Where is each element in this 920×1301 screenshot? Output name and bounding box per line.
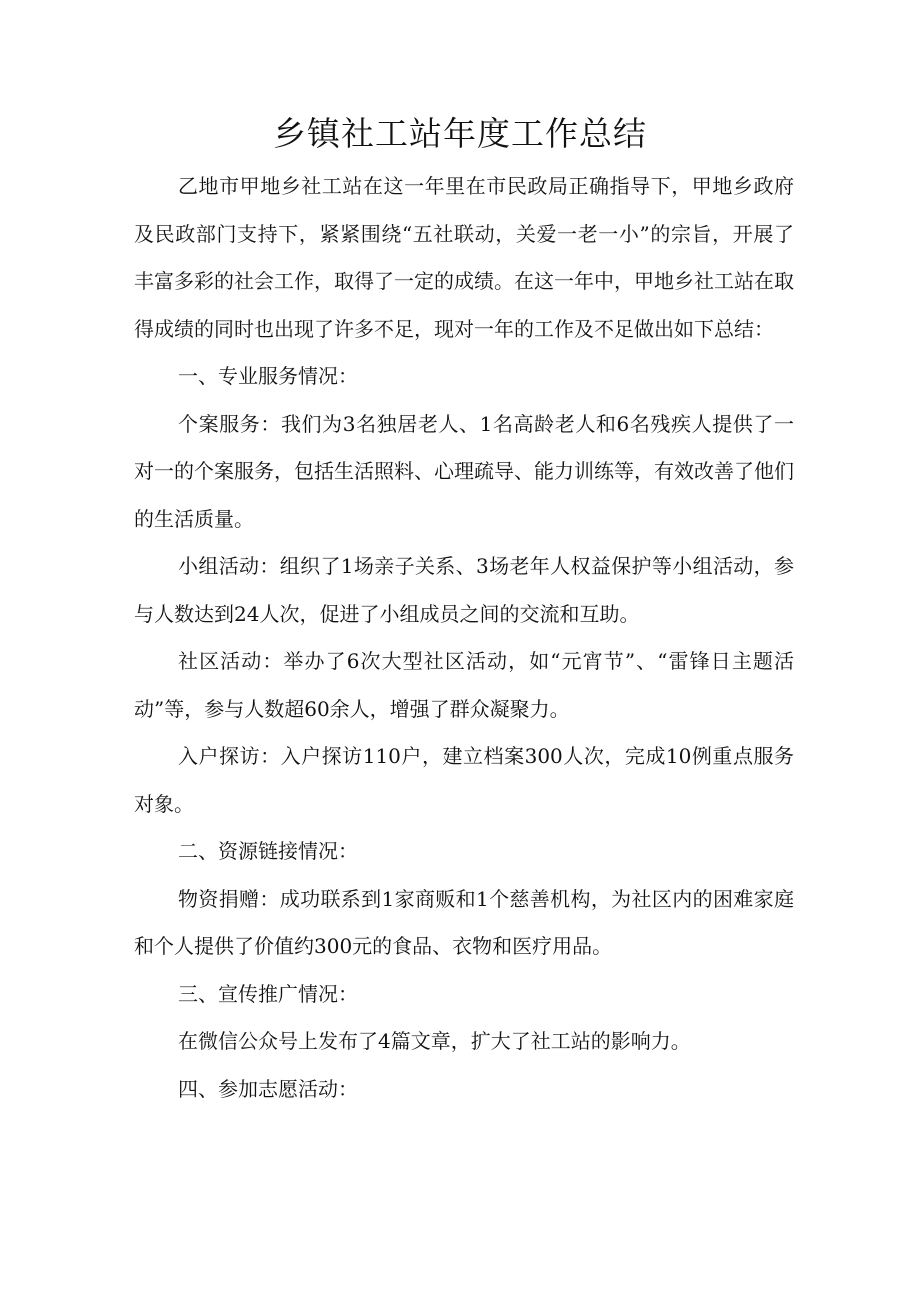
section-heading-publicity: 三、宣传推广情况： bbox=[178, 981, 358, 1006]
section-heading-volunteer-activities: 四、参加志愿活动： bbox=[178, 1076, 358, 1101]
paragraph-case-services: 个案服务：我们为3名独居老人、1名高龄老人和6名残疾人提供了一对一的个案服务，包括生活照料、心理疏导、能力训练等，有效改善了他们的生活质量。 bbox=[134, 411, 794, 531]
paragraph-group-activities: 小组活动：组织了1场亲子关系、3场老年人权益保护等小组活动，参与人数达到24人次，促进了小组成员之间的交流和互助。 bbox=[134, 554, 794, 626]
section-heading-professional-services: 一、专业服务情况： bbox=[178, 364, 358, 388]
paragraph-wechat-articles: 在微信公众号上发布了4篇文章，扩大了社工站的影响力。 bbox=[178, 1029, 691, 1053]
document-body bbox=[134, 163, 794, 1113]
document-title: 乡镇社工站年度工作总结 bbox=[273, 114, 647, 153]
paragraph-community-activities: 社区活动：举办了6次大型社区活动，如“元宵节”、“雷锋日主题活动”等，参与人数超60余人，增强了群众凝聚力。 bbox=[134, 649, 794, 721]
paragraph-home-visits: 入户探访：入户探访110户，建立档案300人次，完成10例重点服务对象。 bbox=[134, 744, 794, 816]
intro-paragraph: 乙地市甲地乡社工站在这一年里在市民政局正确指导下，甲地乡政府及民政部门支持下，紧紧围绕“五社联动，关爱一老一小”的宗旨，开展了丰富多彩的社会工作，取得了一定的成绩。在这一年中，甲地乡社工站在取得成绩的同时也出现了许多不足，现对一年的工作及不足做出如下总结： bbox=[134, 174, 794, 341]
paragraph-material-donations: 物资捐赠：成功联系到1家商贩和1个慈善机构，为社区内的困难家庭和个人提供了价值约300元的食品、衣物和医疗用品。 bbox=[134, 886, 794, 958]
section-heading-resource-linking: 二、资源链接情况： bbox=[178, 839, 358, 863]
